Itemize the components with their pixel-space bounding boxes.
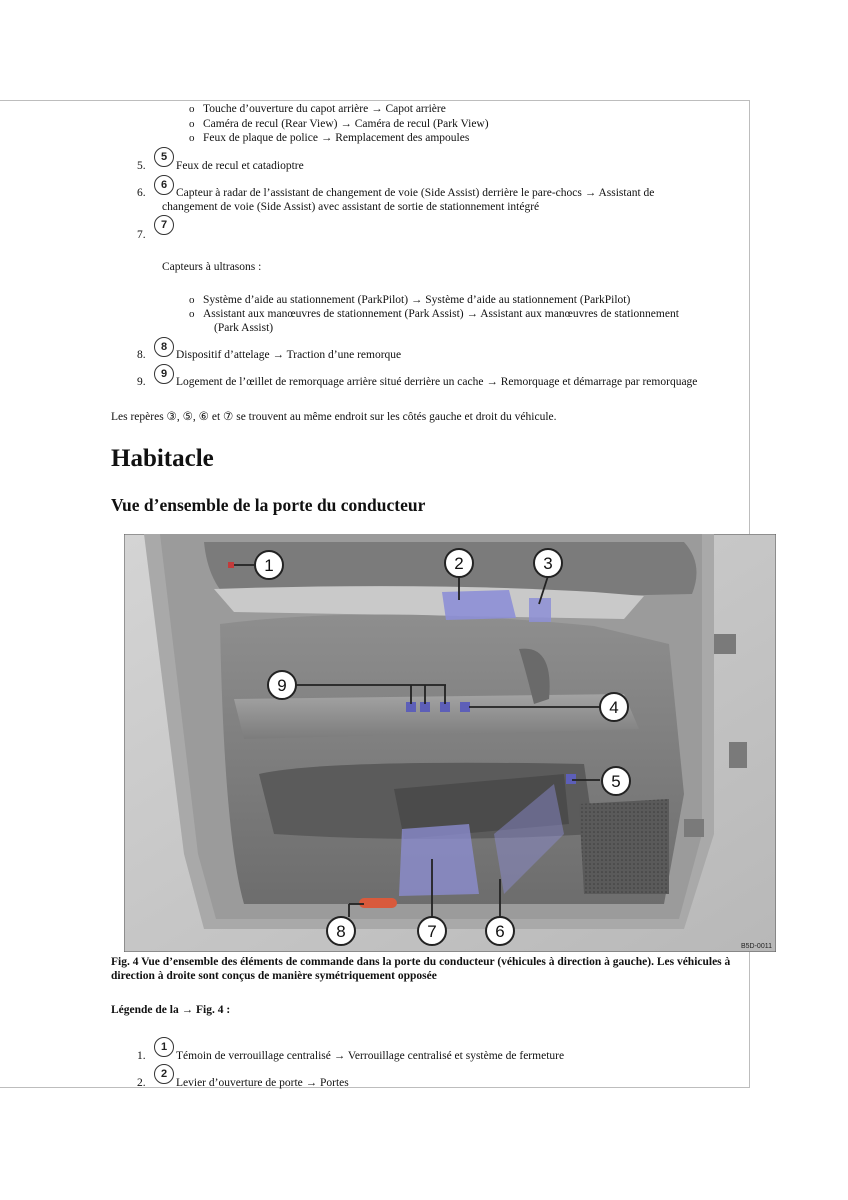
bullet: o [189, 308, 195, 320]
list-item-text: Dispositif d’attelage → Traction d’une remorque [176, 349, 402, 361]
callout-badge: 8 [154, 337, 174, 357]
legend-item-text: Levier d’ouverture de porte → Portes [176, 1077, 349, 1089]
list-number: 7. [137, 229, 146, 241]
section-title: Habitacle [111, 445, 214, 472]
callout-badge: 2 [154, 1064, 174, 1084]
list-number: 5. [137, 160, 146, 172]
list-number: 9. [137, 376, 146, 388]
legend-item-text: Témoin de verrouillage centralisé → Verrouillage centralisé et système de fermeture [176, 1050, 565, 1062]
bullet: o [189, 132, 195, 144]
list-item-text: Feux de recul et catadioptre [176, 160, 304, 172]
figure-caption: Fig. 4 Vue d’ensemble des éléments de commande dans la porte du conducteur (véhicules à direction à gauche). Les véhicules à direction à droite sont conçus de manière symétriquement opposée [111, 956, 731, 982]
callout-badge: 7 [154, 215, 174, 235]
callout-label-9: 9 [277, 676, 287, 695]
bullet: o [189, 294, 195, 306]
list-item-text: Capteur à radar de l’assistant de changement de voie (Side Assist) derrière le pare-chocs → Assistant de [176, 187, 655, 199]
callout-badge: 5 [154, 147, 174, 167]
callout-badge: 1 [154, 1037, 174, 1057]
callout-label-6: 6 [495, 922, 505, 941]
bullet: o [189, 103, 195, 115]
sub-item-plate-lights: Feux de plaque de police → Remplacement des ampoules [203, 132, 470, 144]
sub-item-rear-camera: Caméra de recul (Rear View) → Caméra de recul (Park View) [203, 118, 489, 130]
callout-badge: 6 [154, 175, 174, 195]
sensors-label: Capteurs à ultrasons : [162, 261, 262, 273]
sub-item-rear-hatch: Touche d’ouverture du capot arrière → Capot arrière [203, 103, 446, 115]
list-number: 2. [137, 1077, 146, 1089]
callout-label-3: 3 [543, 554, 553, 573]
list-item-text: Logement de l’œillet de remorquage arrière situé derrière un cache → Remorquage et démarrage par remorquage [176, 376, 698, 388]
subsection-title: Vue d’ensemble de la porte du conducteur [111, 495, 426, 515]
callout-label-7: 7 [427, 922, 437, 941]
note-text: Les repères ③, ⑤, ⑥ et ⑦ se trouvent au même endroit sur les côtés gauche et droit du véhicule. [111, 411, 557, 423]
callout-label-5: 5 [611, 772, 621, 791]
list-number: 6. [137, 187, 146, 199]
sub-item-parkpilot: Système d’aide au stationnement (ParkPilot) → Système d’aide au stationnement (ParkPilot) [203, 294, 631, 306]
legend-title: Légende de la → Fig. 4 : [111, 1004, 231, 1016]
callout-label-8: 8 [336, 922, 346, 941]
callout-label-4: 4 [609, 698, 619, 717]
list-item-text-cont: changement de voie (Side Assist) avec assistant de sortie de stationnement intégré [162, 201, 540, 213]
bullet: o [189, 118, 195, 130]
callout-label-2: 2 [454, 554, 464, 573]
callout-badge: 9 [154, 364, 174, 384]
sub-item-park-assist-cont: (Park Assist) [214, 322, 274, 334]
callout-label-1: 1 [264, 556, 274, 575]
door-figure [124, 534, 776, 952]
list-number: 8. [137, 349, 146, 361]
figure-code: B5D-0011 [740, 943, 772, 950]
list-number: 1. [137, 1050, 146, 1062]
sub-item-park-assist: Assistant aux manœuvres de stationnement (Park Assist) → Assistant aux manœuvres de stationnement [203, 308, 679, 320]
